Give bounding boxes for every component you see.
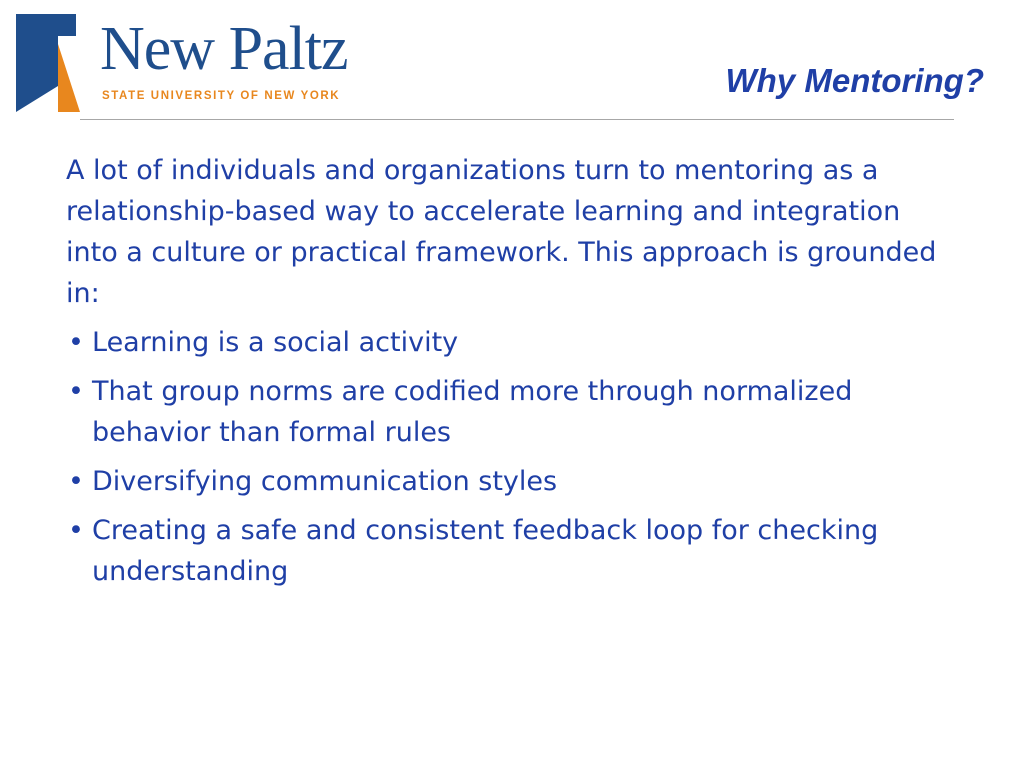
bullet-item — [66, 461, 946, 502]
bullet-text: That group norms are codified more through normalized behavior than formal rules — [92, 376, 853, 448]
bullet-icon: • — [68, 376, 84, 407]
new-paltz-logo-mark — [16, 14, 80, 112]
bullet-item — [66, 510, 946, 592]
slide-title: Why Mentoring? — [725, 62, 984, 99]
bullet-item — [66, 371, 946, 453]
header-divider — [80, 119, 954, 120]
new-paltz-logo-wordmark — [100, 14, 370, 106]
bullet-icon: • — [68, 466, 84, 497]
bullet-item — [66, 322, 946, 363]
intro-paragraph: A lot of individuals and organizations turn to mentoring as a relationship-based way to accelerate learning and integration into a culture or practical framework. This approach is grounded in: — [66, 155, 937, 309]
bullet-icon: • — [68, 515, 84, 546]
bullet-text: Learning is a social activity — [92, 327, 459, 358]
logo-name: New Paltz — [100, 15, 348, 83]
logo-subtitle: STATE UNIVERSITY OF NEW YORK — [102, 90, 341, 102]
bullet-text: Creating a safe and consistent feedback loop for checking understanding — [92, 515, 879, 587]
slide-body — [66, 150, 946, 600]
bullet-text: Diversifying communication styles — [92, 466, 558, 497]
bullet-list — [66, 322, 946, 592]
bullet-icon: • — [68, 327, 84, 358]
